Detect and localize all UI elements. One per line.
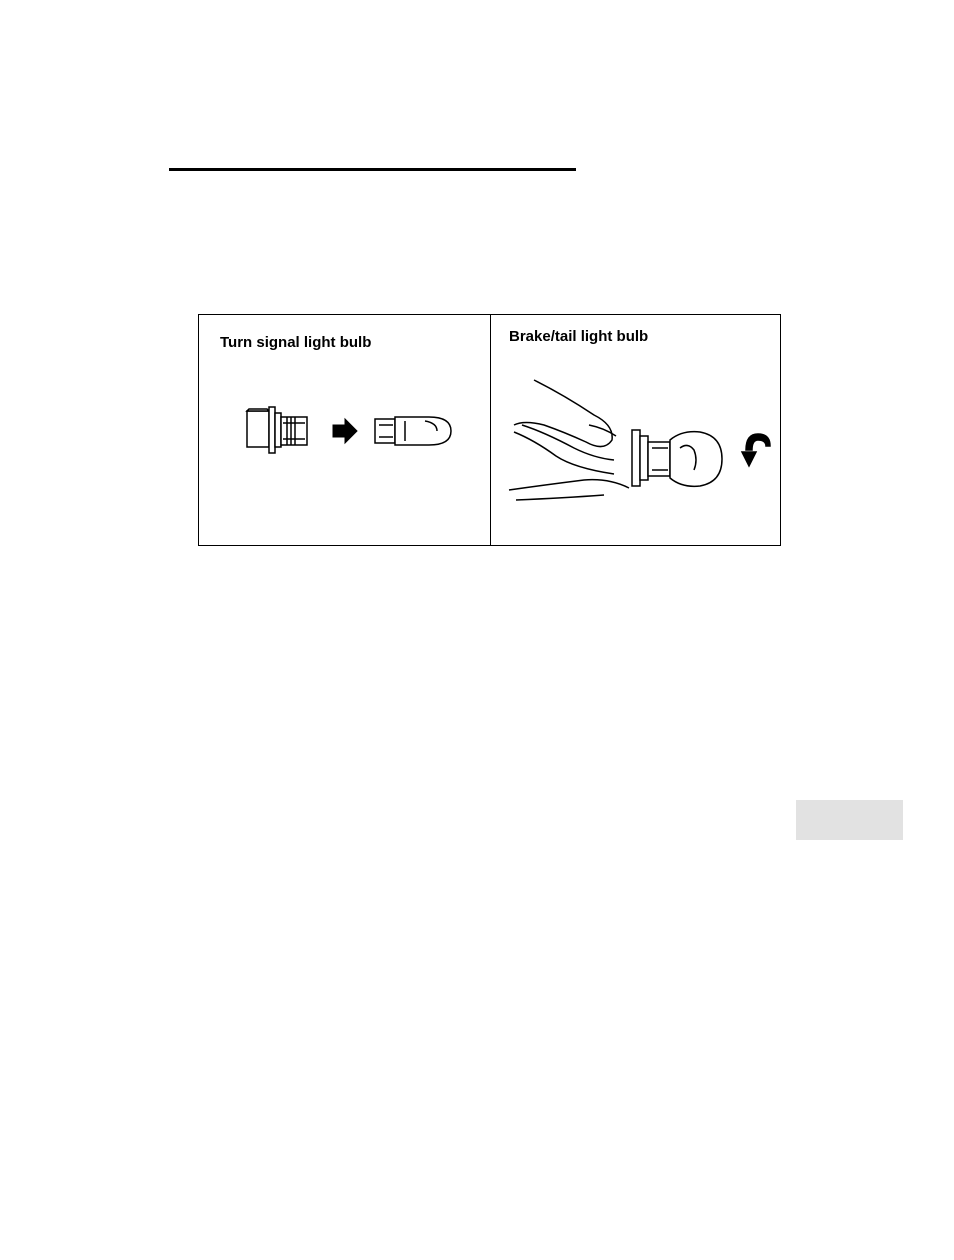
- turn-signal-title: Turn signal light bulb: [220, 334, 372, 351]
- bulb-socket-icon: [247, 407, 307, 453]
- round-bulb-icon: [632, 430, 722, 486]
- section-rule: [169, 168, 576, 171]
- brake-tail-title: Brake/tail light bulb: [509, 328, 649, 345]
- wedge-bulb-icon: [375, 417, 451, 445]
- section-tab: [796, 800, 903, 840]
- rotate-counterclockwise-icon: [742, 434, 770, 466]
- turn-signal-illustration: [239, 395, 469, 465]
- arrow-right-icon: [333, 419, 357, 443]
- brake-tail-illustration: [504, 370, 779, 545]
- hand-holding-socket-icon: [509, 380, 629, 500]
- panel-divider: [490, 315, 491, 545]
- bulb-figure: [198, 314, 781, 546]
